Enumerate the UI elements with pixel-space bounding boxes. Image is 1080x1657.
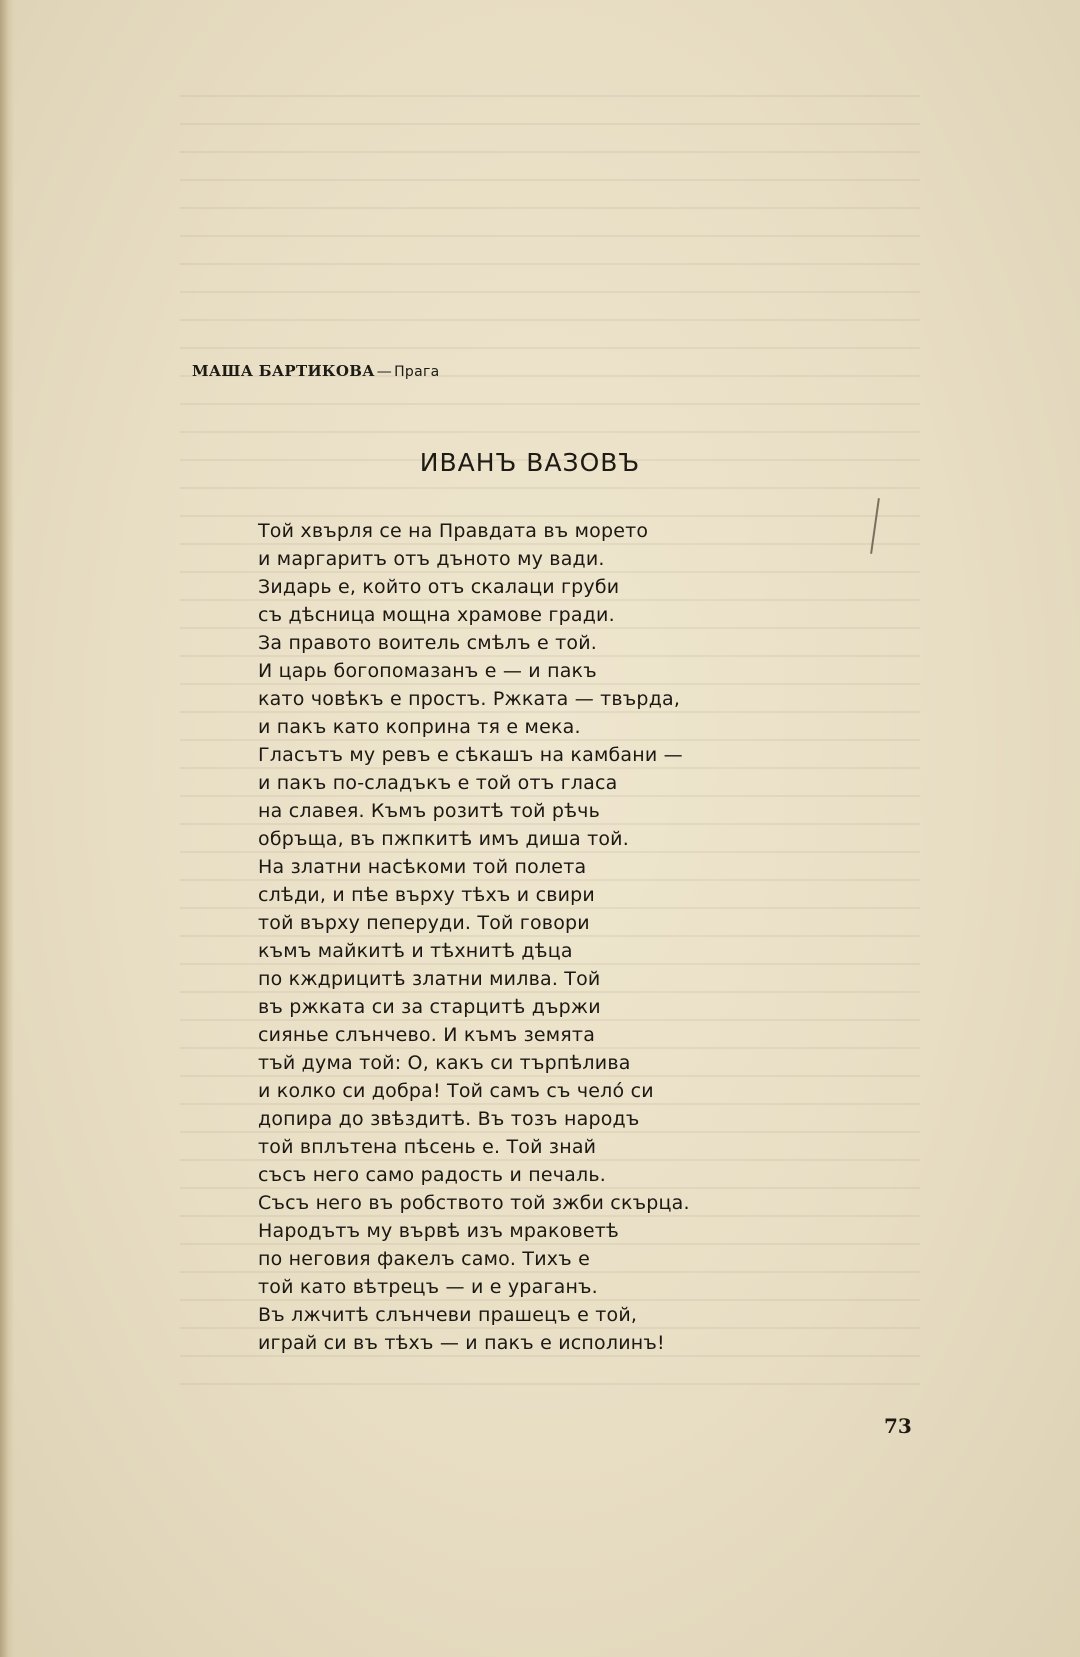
poem-line: къмъ майкитѣ и тѣхнитѣ дѣца — [258, 940, 573, 962]
author-name: МАША БАРТИКОВА — [192, 362, 375, 380]
poem-line: Гласътъ му ревъ е сѣкашъ на камбани — — [258, 744, 683, 766]
poem-line: въ ржката си за старцитѣ държи — [258, 996, 601, 1018]
poem-line: И царь богопомазанъ е — и пакъ — [258, 660, 597, 682]
poem-line: той върху пеперуди. Той говори — [258, 912, 590, 934]
poem-line: и пакъ по-сладъкъ е той отъ гласа — [258, 772, 618, 794]
poem-line: съсъ него само радость и печаль. — [258, 1164, 606, 1186]
poem-line: Той хвърля се на Правдата въ морето — [258, 520, 649, 542]
poem-line: тъй дума той: О, какъ си търпѣлива — [258, 1052, 631, 1074]
poem-line: по неговия факелъ само. Тихъ е — [258, 1248, 590, 1270]
poem-line: слѣди, и пѣе върху тѣхъ и свири — [258, 884, 595, 906]
poem-line: допира до звѣздитѣ. Въ тозъ народъ — [258, 1108, 640, 1130]
poem-line: и колко си добра! Той самъ съ челó си — [258, 1080, 654, 1102]
poem-line: Въ лжчитѣ слънчеви прашецъ е той, — [258, 1304, 638, 1326]
poem-line: по кждрицитѣ златни милва. Той — [258, 968, 601, 990]
poem-line: като човѣкъ е простъ. Ржката — твърда, — [258, 688, 681, 710]
byline — [192, 362, 440, 380]
poem-line: сиянье слънчево. И къмъ земята — [258, 1024, 596, 1046]
poem-line: и пакъ като коприна тя е мека. — [258, 716, 581, 738]
poem-line: Съсъ него въ робството той зжби скърца. — [258, 1192, 690, 1214]
poem-line: играй си въ тѣхъ — и пакъ е исполинъ! — [258, 1332, 665, 1354]
poem-line: За правото воитель смѣлъ е той. — [258, 632, 598, 654]
poem-line: Зидарь е, който отъ скалаци груби — [258, 576, 620, 598]
poem-line: На златни насѣкоми той полета — [258, 856, 587, 878]
poem-line: той като вѣтрецъ — и е ураганъ. — [258, 1276, 598, 1298]
poem-line: Народътъ му вървѣ изъ мраковетѣ — [258, 1220, 619, 1242]
poem-body — [258, 517, 778, 1357]
poem-title: ИВАНЪ ВАЗОВЪ — [419, 448, 641, 477]
poem-line: обръща, въ пжпкитѣ имъ диша той. — [258, 828, 629, 850]
poem-line: той вплътена пѣсень е. Той знай — [258, 1136, 597, 1158]
page-binding-edge — [0, 0, 14, 1657]
author-city: Прага — [394, 364, 440, 380]
poem-line: и маргаритъ отъ дъното му вади. — [258, 548, 605, 570]
poem-line: на славея. Къмъ розитѣ той рѣчь — [258, 800, 600, 822]
byline-separator: — — [376, 362, 393, 380]
page-number: 73 — [884, 1414, 912, 1438]
poem-line: съ дѣсница мощна храмове гради. — [258, 604, 615, 626]
